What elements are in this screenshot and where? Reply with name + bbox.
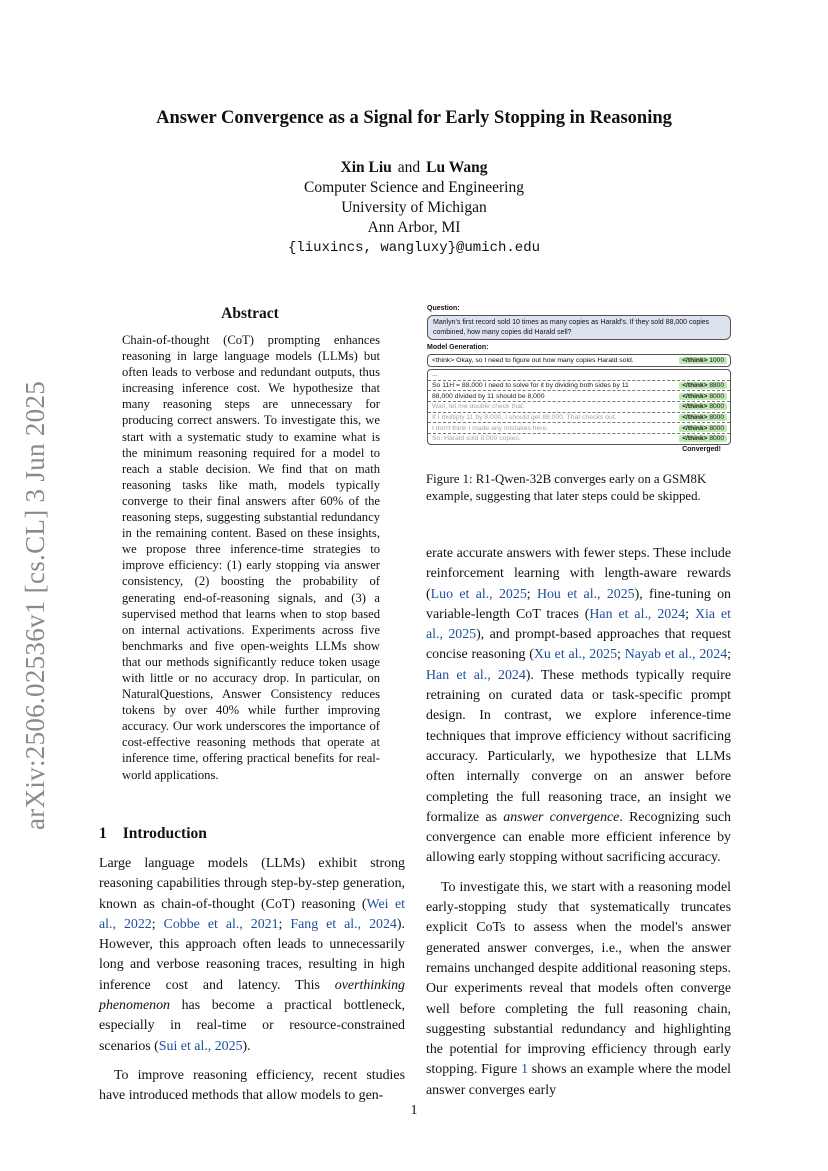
- think-tag: </think>: [682, 357, 708, 364]
- answer-tag: [679, 435, 727, 442]
- text-run: ;: [151, 916, 164, 932]
- arxiv-side-stamp: arXiv:2506.02536v1 [cs.CL] 3 Jun 2025: [20, 380, 50, 830]
- answer-value: 8000: [709, 414, 724, 422]
- think-tag: </think>: [682, 424, 708, 432]
- generation-step-row: [428, 381, 730, 392]
- intro-paragraph-2: To improve reasoning efficiency, recent studies have introduced methods that allow models to gen-: [99, 1067, 405, 1104]
- page-number: 1: [410, 1103, 418, 1118]
- text-run: ). However, this approach often leads to unnecessarily long and verbose reasoning traces, resulting in high inference cost and latency. This: [99, 916, 405, 993]
- think-tag: </think>: [682, 403, 708, 411]
- author-and: and: [397, 159, 421, 176]
- text-run: Large language models (LLMs) exhibit strong reasoning capabilities through step-by-step generation, known as chain-of-thought (CoT) reasoning (: [99, 856, 405, 912]
- step-text: 88,000 divided by 11 should be 8,000: [432, 392, 545, 400]
- text-run: . Recognizing such convergence can enable more efficient inference by allowing early stopping without sacrificing accuracy.: [426, 809, 731, 866]
- figure-caption: Figure 1: R1-Qwen-32B converges early on a GSM8K example, suggesting that later steps could be skipped.: [426, 472, 707, 503]
- converged-label: Converged!: [682, 445, 721, 453]
- figure-reference-link[interactable]: 1: [521, 1062, 529, 1078]
- figure-1: [427, 304, 731, 453]
- author-block: [0, 158, 828, 258]
- text-run: ), and prompt-based approaches that request concise reasoning (: [426, 627, 731, 663]
- step-text: If I multiply 11 by 8,000, I should get 88,000. That checks out.: [432, 414, 617, 422]
- answer-tag: [679, 425, 727, 432]
- citation-link[interactable]: Hou et al., 2025: [536, 586, 635, 602]
- emphasis-text: overthinking phenomenon: [99, 977, 405, 1014]
- text-run: erate accurate answers with fewer steps. These include reinforcement learning with length-aware rewards (: [426, 546, 731, 602]
- paper-title: Answer Convergence as a Signal for Early Stopping in Reasoning: [156, 108, 672, 128]
- citation-link[interactable]: Sui et al., 2025: [158, 1038, 243, 1054]
- author-2: Lu Wang: [426, 159, 488, 176]
- step-text: So, Harald sold 8,000 copies.: [432, 435, 521, 443]
- section-number: 1: [99, 825, 107, 842]
- text-run: ;: [526, 586, 537, 602]
- think-tag: </think>: [682, 414, 708, 422]
- citation-link[interactable]: Fang et al., 2024: [290, 916, 397, 932]
- citation-link[interactable]: Wei et al., 2022: [99, 896, 406, 932]
- citation-link[interactable]: Han et al., 2024: [589, 606, 686, 622]
- answer-tag: [679, 414, 727, 421]
- intro-paragraph-3: [426, 544, 731, 869]
- answer-value: 8800: [709, 382, 724, 390]
- citation-link[interactable]: Xia et al., 2025: [426, 606, 731, 643]
- intro-left-column: [99, 854, 405, 1107]
- think-tag: </think>: [682, 435, 708, 443]
- author-emails: {liuxincs, wangluxy}@umich.edu: [287, 240, 541, 256]
- generation-step-row: [428, 370, 730, 381]
- generation-step-row: [428, 391, 730, 402]
- text-run: ;: [727, 647, 732, 663]
- generation-step-row: [428, 423, 730, 434]
- answer-tag: [679, 393, 727, 400]
- text-run: ).: [242, 1038, 251, 1054]
- generation-step-row: [428, 434, 730, 444]
- section-heading: [99, 825, 207, 843]
- answer-tag: [679, 382, 727, 389]
- question-label: Question:: [427, 305, 460, 312]
- text-run: ;: [617, 647, 625, 663]
- author-1: Xin Liu: [340, 159, 392, 176]
- abstract-text: Chain-of-thought (CoT) prompting enhances reasoning in large language models (LLMs) but often leads to verbose and redundant outputs, thus increasing inference cost. We hypothesize that many reasoning steps are unnecessary for producing correct answers. To investigate this, we start with a systematic study to examine what is the minimum reasoning required for a model to reach a stable decision. We find that on math reasoning tasks like math, models typically converge to their final answers after 60% of the reasoning steps, suggesting substantial redundancy in the remaining content. Based on these insights, we propose three inference-time strategies to improve efficiency: (1) early stopping via answer consistency, (2) boosting the probability of generating end-of-reasoning signals, and (3) a supervised method that learns when to stop based on internal activations. Experiments across five benchmarks and five open-weights LLMs show that our methods significantly reduce token usage with little or no accuracy drop. In particular, on NaturalQuestions, Answer Consistency reduces tokens by over 40% while further improving accuracy. Our work underscores the importance of cost-effective reasoning methods that operate at inference time, offering practical benefits for real-world applications.: [122, 333, 380, 782]
- answer-tag: [679, 403, 727, 410]
- generation-step-row: [428, 402, 730, 413]
- text-run: shows an example where the model answer converges early: [426, 1062, 731, 1098]
- generation-steps-box: [427, 369, 731, 445]
- citation-link[interactable]: Cobbe et al., 2021: [163, 916, 279, 932]
- step-text: So 11H = 88,000 I need to solve for it by dividing both sides by 11: [432, 382, 629, 390]
- text-run: To investigate this, we start with a reasoning model early-stopping study that systematically truncates explicit CoTs to assess when the model's answer generated answer converges, i.e., when the answer remains unchanged despite additional reasoning steps. Our experiments reveal that models often converge well before completing the full reasoning chain, suggesting substantial redundancy and highlighting the potential for improving efficiency through early stopping. Figure: [426, 879, 731, 1078]
- think-tag: </think>: [682, 392, 708, 400]
- citation-link[interactable]: Luo et al., 2025: [430, 586, 527, 602]
- answer-value: 1000: [709, 357, 724, 364]
- generation-label: Model Generation:: [427, 344, 489, 351]
- intro-paragraph-4: [426, 878, 731, 1101]
- generation-step-row: [428, 413, 730, 424]
- step-text: Wait, let me double check that.: [432, 403, 525, 411]
- citation-link[interactable]: Xu et al., 2025: [533, 647, 618, 663]
- answer-value: 8000: [709, 392, 724, 400]
- answer-value: 8000: [709, 403, 724, 411]
- step-text: I don't think I made any mistakes here.: [432, 424, 549, 432]
- text-run: ;: [685, 606, 695, 622]
- text-run: ). These methods typically require retraining on curated data or task-specific prompt design. In contrast, we explore inference-time techniques that improve efficiency without sacrificing accuracy. Particularly, we hypothesize that LLMs often internally converge on an answer before completing the full reasoning trace, an insight we formalize as: [426, 667, 731, 825]
- answer-tag: [679, 357, 727, 364]
- citation-link[interactable]: Nayab et al., 2024: [624, 647, 728, 663]
- affiliation-dept: Computer Science and Engineering: [304, 179, 524, 196]
- answer-value: 8000: [709, 435, 724, 443]
- citation-link[interactable]: Han et al., 2024: [426, 667, 526, 683]
- section-title: Introduction: [122, 825, 207, 842]
- step-text: ...: [432, 371, 438, 379]
- affiliation-univ: University of Michigan: [341, 199, 487, 216]
- intro-paragraph-1: [99, 854, 405, 1057]
- text-run: ;: [278, 916, 291, 932]
- text-run: ), fine-tuning on variable-length CoT traces (: [426, 586, 731, 622]
- affiliation-city: Ann Arbor, MI: [367, 219, 461, 236]
- generation-first-step: [427, 354, 731, 367]
- step-text: <think> Okay, so I need to figure out how many copies Harald sold.: [432, 357, 634, 364]
- think-tag: </think>: [682, 382, 708, 390]
- intro-right-column: [426, 544, 731, 1101]
- text-run: has become a practical bottleneck, especially in real-time or resource-constrained scenarios (: [99, 998, 405, 1054]
- emphasis-text: answer convergence: [503, 809, 620, 825]
- question-box: Marilyn's first record sold 10 times as many copies as Harald's. If they sold 88,000 copies combined, how many copies did Harald sell?: [427, 315, 731, 340]
- answer-value: 8000: [709, 424, 724, 432]
- abstract-heading: Abstract: [221, 305, 279, 322]
